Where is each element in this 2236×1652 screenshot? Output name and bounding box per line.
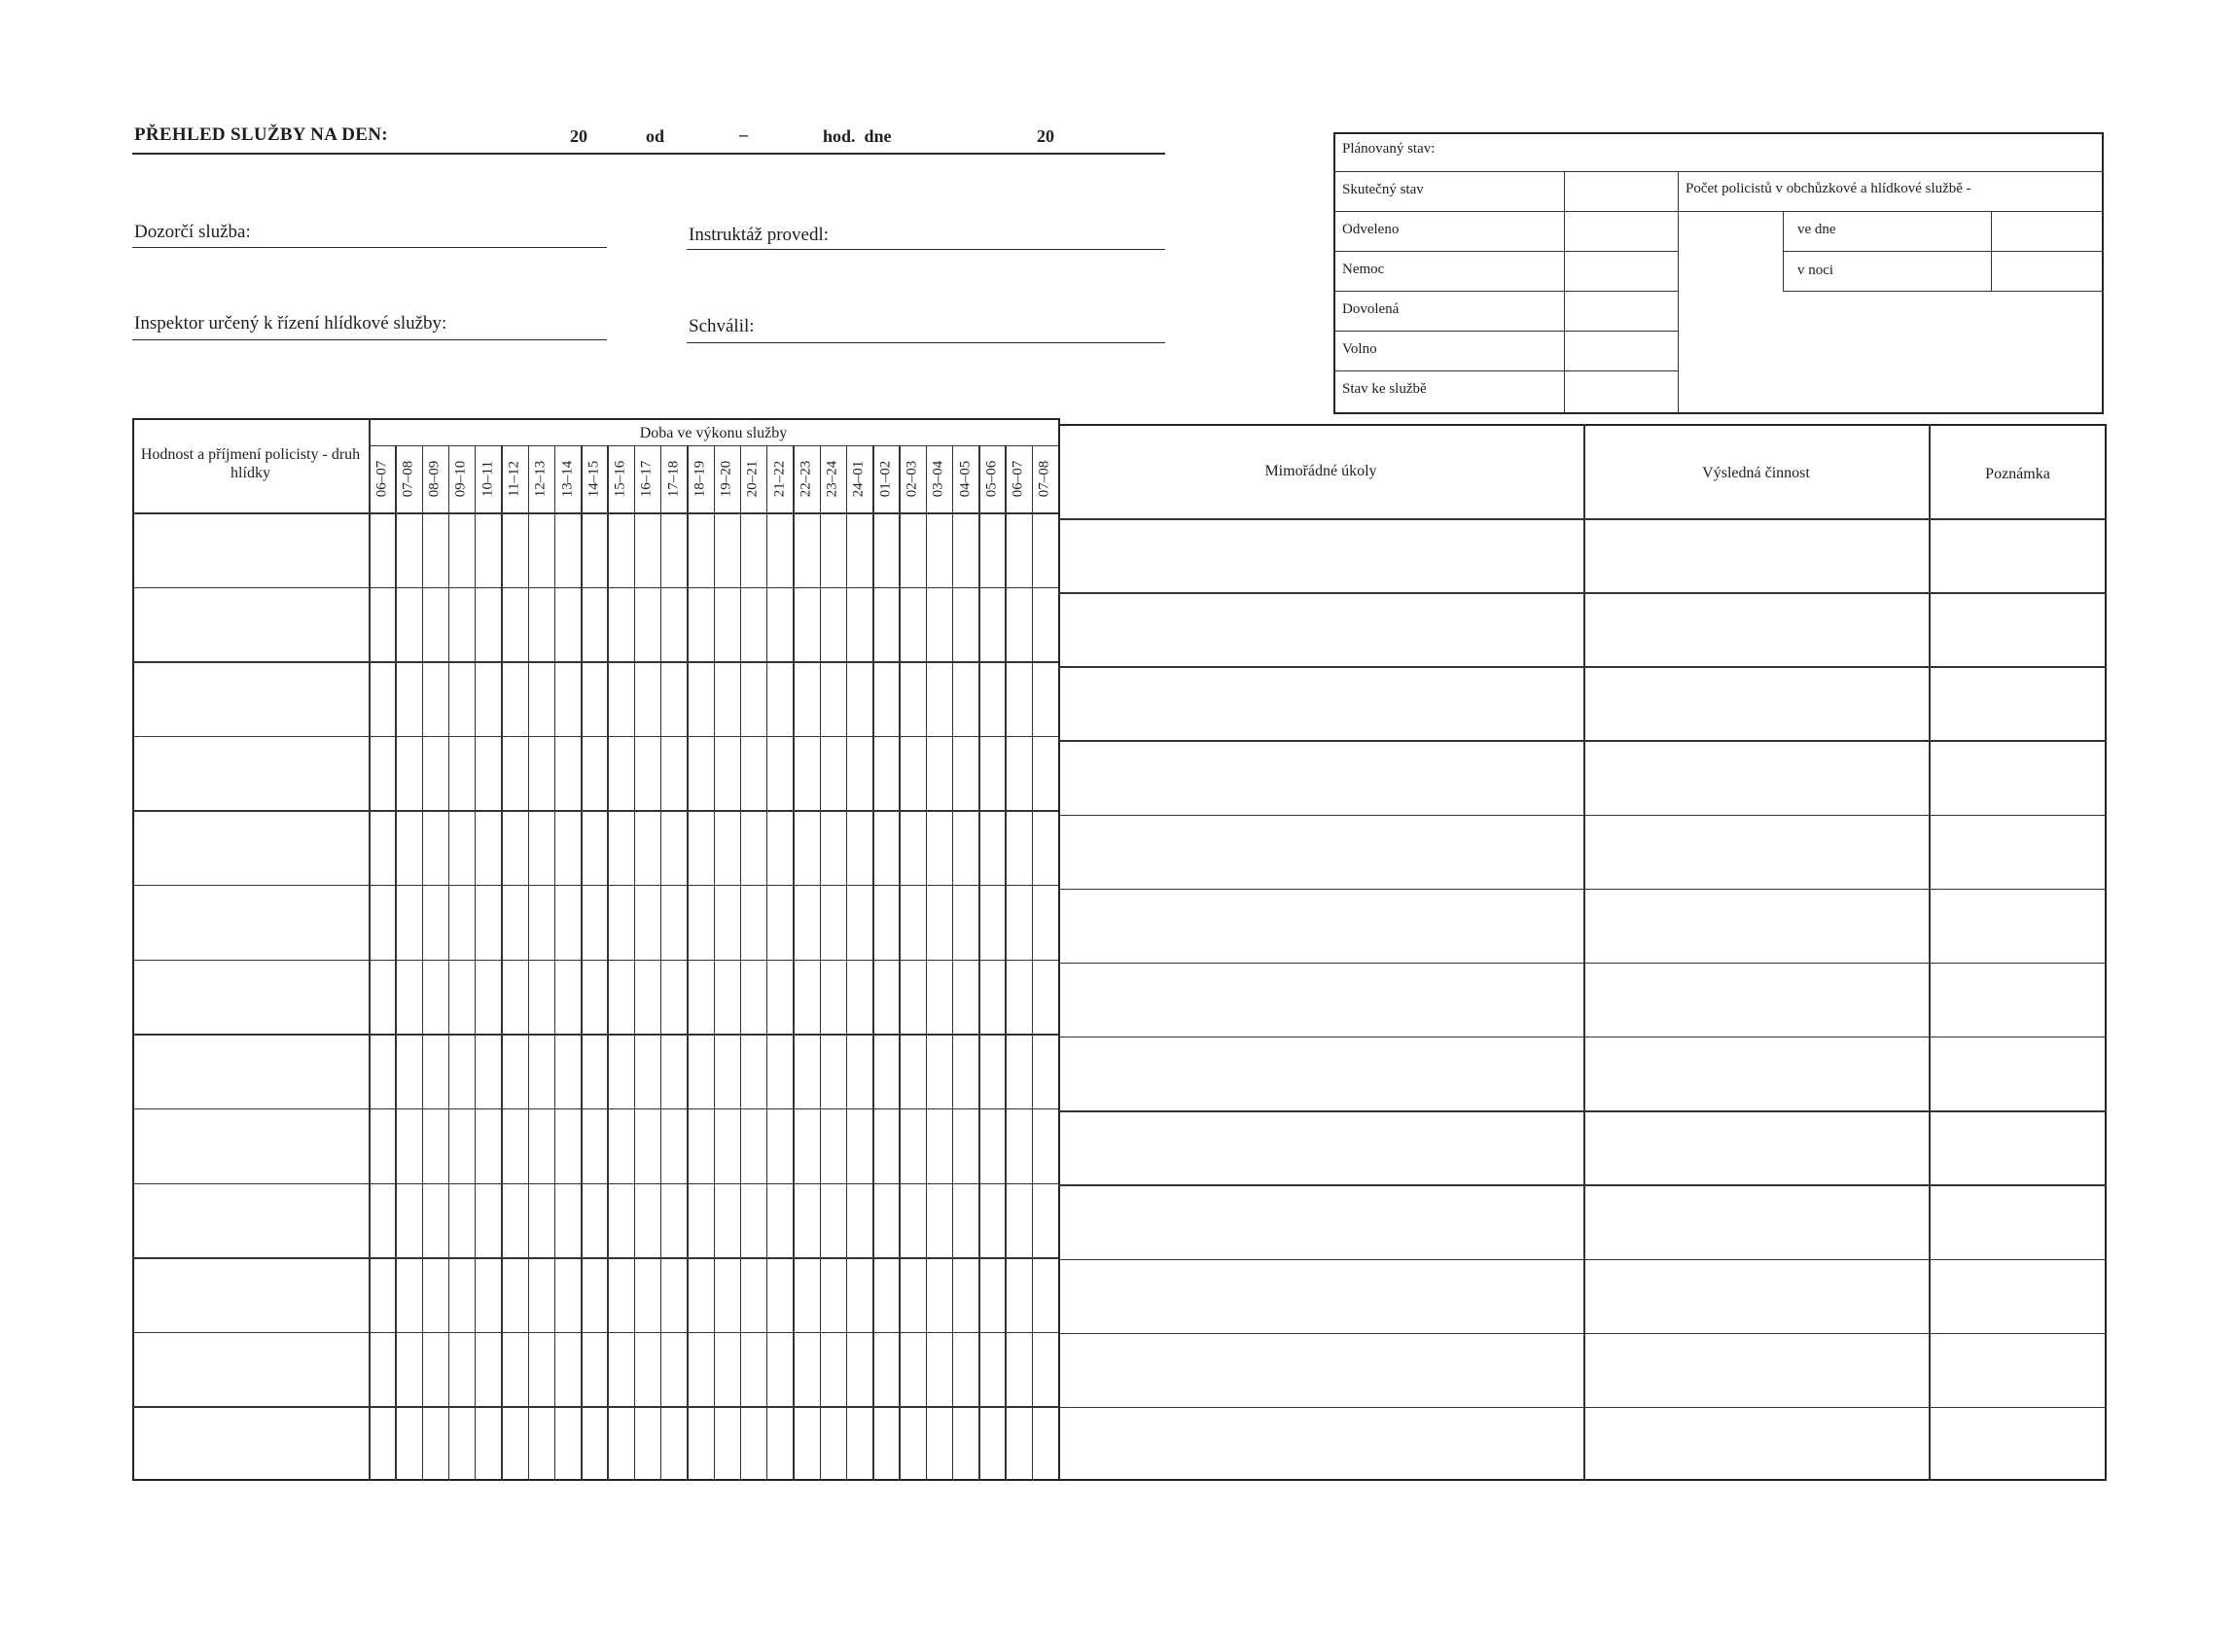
header-underline bbox=[132, 153, 1165, 155]
hour-label: 16–17 bbox=[638, 460, 655, 497]
row-divider-left bbox=[132, 736, 1058, 737]
status-row-label: Dovolená bbox=[1342, 301, 1400, 317]
form-title: PŘEHLED SLUŽBY NA DEN: bbox=[134, 124, 388, 145]
row-divider-right bbox=[1058, 889, 2107, 890]
name-column-header: Hodnost a příjmení policisty - druh hlídky bbox=[140, 446, 361, 481]
vysledna-cell[interactable] bbox=[1586, 966, 1926, 1034]
hour-label: 06–07 bbox=[1010, 460, 1026, 497]
hour-col-divider bbox=[952, 445, 953, 1481]
hour-label: 19–20 bbox=[718, 460, 734, 497]
hour-label: 17–18 bbox=[665, 460, 682, 497]
vysledna-cell[interactable] bbox=[1586, 892, 1926, 960]
name-cell[interactable] bbox=[135, 813, 366, 882]
hour-label: 15–16 bbox=[612, 460, 628, 497]
row-divider-left bbox=[132, 1034, 1058, 1035]
hour-col-divider bbox=[581, 445, 582, 1481]
hour-col-divider bbox=[740, 445, 741, 1481]
header-bottom-left bbox=[132, 512, 1058, 514]
name-cell[interactable] bbox=[135, 1037, 366, 1106]
poznamka-cell[interactable] bbox=[1932, 1113, 2102, 1181]
hour-label: 24–01 bbox=[850, 460, 867, 497]
schvalil-line[interactable] bbox=[687, 342, 1165, 343]
row-divider-right bbox=[1058, 1407, 2107, 1408]
poznamka-column-header: Poznámka bbox=[1985, 466, 2050, 482]
mimoradne-cell[interactable] bbox=[1061, 966, 1580, 1034]
mimoradne-cell[interactable] bbox=[1061, 1039, 1580, 1107]
hour-col-divider bbox=[422, 445, 423, 1481]
mimoradne-cell[interactable] bbox=[1061, 521, 1580, 589]
status-row-label: Odveleno bbox=[1342, 222, 1400, 237]
hour-label: 03–04 bbox=[930, 460, 946, 497]
vysledna-cell[interactable] bbox=[1586, 743, 1926, 811]
mimoradne-cell[interactable] bbox=[1061, 743, 1580, 811]
status-vline bbox=[1783, 211, 1784, 291]
doba-column-header: Doba ve výkonu služby bbox=[639, 425, 788, 441]
status-value-cell[interactable] bbox=[1566, 333, 1676, 369]
hour-col-divider bbox=[899, 445, 900, 1481]
name-cell[interactable] bbox=[135, 1260, 366, 1329]
hod-dne-label: hod. dne bbox=[823, 126, 892, 146]
hour-label: 02–03 bbox=[904, 460, 920, 497]
mimoradne-col-divider bbox=[1583, 424, 1585, 1481]
status-row-label: Skutečný stav bbox=[1342, 182, 1424, 197]
hour-label: 07–08 bbox=[400, 460, 416, 497]
row-divider-left bbox=[132, 1406, 1058, 1407]
hour-label: 14–15 bbox=[586, 460, 602, 497]
name-cell[interactable] bbox=[135, 590, 366, 659]
hour-col-divider bbox=[820, 445, 821, 1481]
hour-col-divider bbox=[634, 445, 635, 1481]
v-noci-label: v noci bbox=[1797, 263, 1834, 278]
poznamka-cell[interactable] bbox=[1932, 966, 2102, 1034]
row-divider-left bbox=[132, 1257, 1058, 1258]
hour-col-divider bbox=[475, 445, 476, 1481]
vysledna-cell[interactable] bbox=[1586, 1410, 1926, 1478]
name-cell[interactable] bbox=[135, 963, 366, 1032]
mimoradne-cell[interactable] bbox=[1061, 1262, 1580, 1330]
hour-col-divider bbox=[714, 445, 715, 1481]
hour-label: 05–06 bbox=[983, 460, 1000, 497]
hour-col-divider bbox=[448, 445, 449, 1481]
row-divider-right bbox=[1058, 1259, 2107, 1260]
status-hline bbox=[1783, 291, 2104, 292]
hour-label: 12–13 bbox=[532, 460, 549, 497]
hour-label: 13–14 bbox=[559, 460, 576, 497]
ve-dne-label: ve dne bbox=[1797, 222, 1836, 237]
vysledna-cell[interactable] bbox=[1586, 595, 1926, 663]
poznamka-cell[interactable] bbox=[1932, 818, 2102, 886]
vysledna-cell[interactable] bbox=[1586, 1262, 1926, 1330]
hour-col-divider bbox=[1032, 445, 1033, 1481]
row-divider-left bbox=[132, 1108, 1058, 1109]
row-divider-right bbox=[1058, 740, 2107, 741]
instruktaz-line[interactable] bbox=[687, 249, 1165, 250]
dozorci-line[interactable] bbox=[132, 247, 607, 248]
vysledna-col-divider bbox=[1929, 424, 1931, 1481]
name-cell[interactable] bbox=[135, 888, 366, 957]
hour-col-divider bbox=[501, 445, 502, 1481]
row-divider-left bbox=[132, 885, 1058, 886]
mimoradne-cell[interactable] bbox=[1061, 892, 1580, 960]
v-noci-value-cell[interactable] bbox=[1993, 253, 2100, 289]
vysledna-column-header: Výsledná činnost bbox=[1702, 465, 1810, 481]
row-divider-left bbox=[132, 1332, 1058, 1333]
vysledna-cell[interactable] bbox=[1586, 1336, 1926, 1404]
hour-col-divider bbox=[660, 445, 661, 1481]
header-bottom-right bbox=[1058, 518, 2107, 520]
instruktaz-label: Instruktáž provedl: bbox=[689, 225, 830, 245]
poznamka-cell[interactable] bbox=[1932, 595, 2102, 663]
poznamka-cell[interactable] bbox=[1932, 743, 2102, 811]
row-divider-right bbox=[1058, 666, 2107, 667]
row-divider-right bbox=[1058, 1184, 2107, 1185]
hour-col-divider bbox=[926, 445, 927, 1481]
mimoradne-cell[interactable] bbox=[1061, 669, 1580, 737]
status-row-label: Volno bbox=[1342, 341, 1377, 357]
name-cell[interactable] bbox=[135, 1111, 366, 1180]
name-cell[interactable] bbox=[135, 1186, 366, 1255]
row-divider-left bbox=[132, 810, 1058, 811]
mimoradne-cell[interactable] bbox=[1061, 818, 1580, 886]
planovany-stav-label: Plánovaný stav: bbox=[1342, 141, 1436, 157]
year-prefix-1: 20 bbox=[570, 126, 587, 146]
hour-label: 20–21 bbox=[744, 460, 761, 497]
hour-col-divider bbox=[607, 445, 608, 1481]
hour-label: 08–09 bbox=[426, 460, 443, 497]
hour-label: 09–10 bbox=[452, 460, 469, 497]
schvalil-label: Schválil: bbox=[689, 316, 755, 336]
row-divider-left bbox=[132, 1183, 1058, 1184]
status-row-label: Nemoc bbox=[1342, 262, 1385, 277]
dozorci-label: Dozorčí služba: bbox=[134, 222, 251, 242]
hour-col-divider bbox=[1005, 445, 1006, 1481]
vysledna-cell[interactable] bbox=[1586, 1187, 1926, 1255]
status-value-cell[interactable] bbox=[1566, 213, 1676, 249]
hour-col-divider bbox=[528, 445, 529, 1481]
name-col-divider bbox=[369, 418, 371, 1481]
hour-label: 23–24 bbox=[824, 460, 840, 497]
mimoradne-cell[interactable] bbox=[1061, 1113, 1580, 1181]
hour-label: 06–07 bbox=[373, 460, 390, 497]
vysledna-cell[interactable] bbox=[1586, 818, 1926, 886]
od-label: od bbox=[646, 126, 665, 146]
hour-label: 01–02 bbox=[877, 460, 894, 497]
hour-label: 18–19 bbox=[692, 460, 708, 497]
status-value-cell[interactable] bbox=[1566, 173, 1676, 209]
name-cell[interactable] bbox=[135, 1335, 366, 1404]
hour-label: 07–08 bbox=[1036, 460, 1052, 497]
inspektor-line[interactable] bbox=[132, 339, 607, 340]
hour-col-divider bbox=[978, 445, 979, 1481]
name-cell[interactable] bbox=[135, 664, 366, 733]
poznamka-cell[interactable] bbox=[1932, 892, 2102, 960]
hour-col-divider bbox=[793, 445, 794, 1481]
row-divider-right bbox=[1058, 1110, 2107, 1111]
hour-label: 11–12 bbox=[506, 460, 522, 497]
hour-label: 21–22 bbox=[771, 460, 788, 497]
poznamka-cell[interactable] bbox=[1932, 1410, 2102, 1478]
mimoradne-cell[interactable] bbox=[1061, 1336, 1580, 1404]
hour-col-divider bbox=[846, 445, 847, 1481]
status-box bbox=[1333, 132, 2104, 414]
hour-label: 10–11 bbox=[479, 460, 496, 497]
row-divider-right bbox=[1058, 815, 2107, 816]
name-cell[interactable] bbox=[135, 739, 366, 808]
inspektor-label: Inspektor určený k řízení hlídkové služby: bbox=[134, 313, 447, 334]
vysledna-cell[interactable] bbox=[1586, 669, 1926, 737]
vysledna-cell[interactable] bbox=[1586, 1039, 1926, 1107]
mimoradne-cell[interactable] bbox=[1061, 1410, 1580, 1478]
row-divider-left bbox=[132, 661, 1058, 662]
status-value-cell[interactable] bbox=[1566, 372, 1676, 410]
poznamka-cell[interactable] bbox=[1932, 669, 2102, 737]
hour-col-divider bbox=[766, 445, 767, 1481]
poznamka-cell[interactable] bbox=[1932, 521, 2102, 589]
status-row-label: Stav ke službě bbox=[1342, 381, 1427, 397]
year-prefix-2: 20 bbox=[1037, 126, 1054, 146]
pocet-policistu-label: Počet policistů v obchůzkové a hlídkové službě - bbox=[1686, 181, 1971, 196]
row-divider-left bbox=[132, 960, 1058, 961]
row-divider-right bbox=[1058, 963, 2107, 964]
poznamka-cell[interactable] bbox=[1932, 1262, 2102, 1330]
status-value-cell[interactable] bbox=[1566, 253, 1676, 289]
status-value-cell[interactable] bbox=[1566, 293, 1676, 329]
poznamka-cell[interactable] bbox=[1932, 1336, 2102, 1404]
hour-label: 04–05 bbox=[957, 460, 974, 497]
vysledna-cell[interactable] bbox=[1586, 521, 1926, 589]
hour-col-divider bbox=[554, 445, 555, 1481]
hour-col-divider bbox=[687, 445, 688, 1481]
poznamka-cell[interactable] bbox=[1932, 1187, 2102, 1255]
poznamka-cell[interactable] bbox=[1932, 1039, 2102, 1107]
status-hline bbox=[1333, 171, 2104, 172]
name-cell[interactable] bbox=[135, 1409, 366, 1478]
row-divider-right bbox=[1058, 1333, 2107, 1334]
mimoradne-cell[interactable] bbox=[1061, 595, 1580, 663]
ve-dne-value-cell[interactable] bbox=[1993, 213, 2100, 249]
hour-label: 22–23 bbox=[798, 460, 814, 497]
hour-col-divider bbox=[395, 445, 396, 1481]
row-divider-right bbox=[1058, 592, 2107, 593]
row-divider-left bbox=[132, 587, 1058, 588]
mimoradne-cell[interactable] bbox=[1061, 1187, 1580, 1255]
vysledna-cell[interactable] bbox=[1586, 1113, 1926, 1181]
dash-label: – bbox=[739, 124, 748, 144]
hour-col-divider bbox=[872, 445, 873, 1481]
name-cell[interactable] bbox=[135, 515, 366, 584]
mimoradne-column-header: Mimořádné úkoly bbox=[1264, 463, 1377, 479]
status-vline bbox=[1678, 171, 1679, 412]
